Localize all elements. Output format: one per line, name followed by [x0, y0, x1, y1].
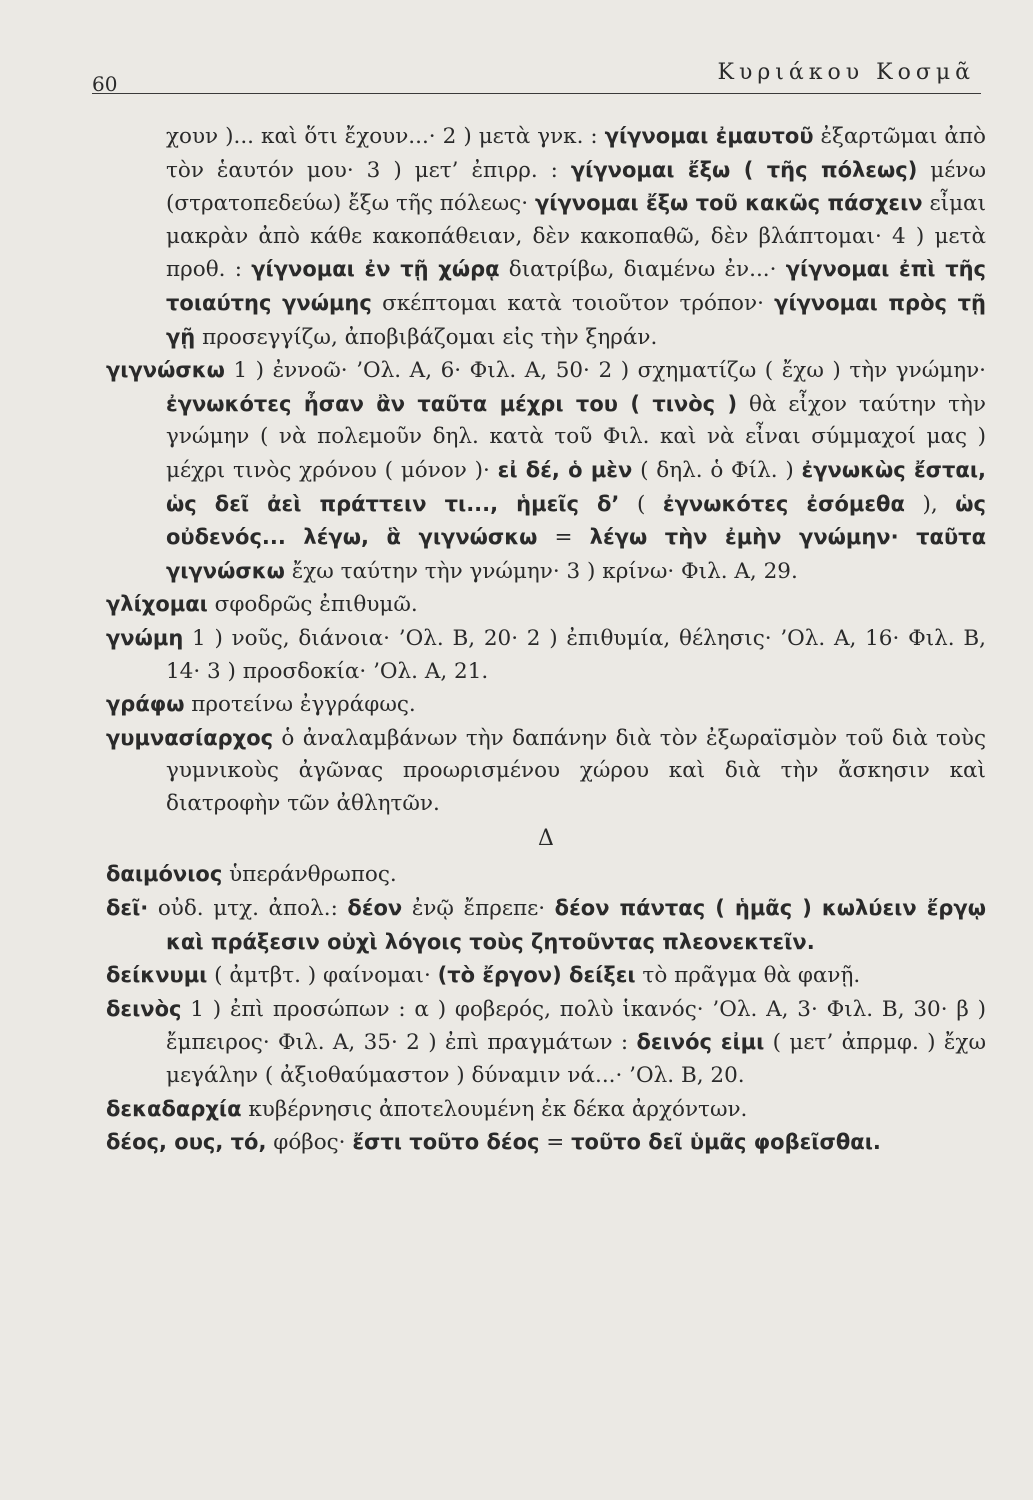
running-title: Κυριάκου Κοσμᾶ: [717, 60, 975, 85]
bold-phrase: λέγω τὴν ἐμὴν γνώμην· ταῦτα γιγνώσκω: [166, 525, 986, 583]
entry-text: προσεγγίζω, ἀποβιβάζομαι εἰς τὴν ξηράν.: [195, 324, 658, 350]
bold-phrase: γίγνομαι ἔξω ( τῆς πόλεως): [570, 157, 918, 182]
entry-text: (: [619, 491, 663, 517]
glossary-entry: [106, 959, 986, 993]
entry-text: ἐνῷ ἔπρεπε·: [402, 896, 555, 922]
entry-text: ( ἀμτβτ. ) φαίνομαι·: [207, 963, 438, 989]
headword: δείκνυμι: [106, 963, 208, 988]
headword: γράφω: [106, 692, 185, 717]
entry-text: προτείνω ἐγγράφως.: [184, 692, 416, 718]
entry-text: =: [539, 1130, 572, 1156]
glossary-entry: [106, 622, 986, 688]
glossary-entry: [106, 858, 986, 892]
entry-text: θὰ εἶχον ταύτην τὴν γνώμην ( νὰ πολεμοῦν δηλ. κατὰ τοῦ Φιλ. καὶ νὰ εἶναι σύμμαχοί μας ) μέχρι τινὸς χρόνου ( μόνον )·: [166, 391, 986, 483]
bold-phrase: εἰ δέ, ὁ μὲν: [497, 457, 633, 482]
glossary-entry: [106, 354, 986, 588]
bold-phrase: (τὸ ἔργον) δείξει: [437, 963, 636, 988]
glossary-entry: [106, 1093, 986, 1127]
entry-text: σκέπτομαι κατὰ τοιοῦτον τρόπον·: [371, 290, 775, 316]
entry-text: φόβος·: [266, 1130, 353, 1156]
header-rule: [92, 93, 981, 94]
entry-text: ),: [904, 491, 956, 517]
entry-text: ἔχω ταύτην τὴν γνώμην· 3 ) κρίνω· Φιλ. Α, 29.: [284, 558, 798, 584]
glossary-body: [106, 120, 986, 1160]
glossary-entry: [106, 993, 986, 1093]
bold-phrase: ἐγνωκότες ἦσαν ἂν ταῦτα μέχρι του ( τινὸς ): [166, 391, 738, 416]
entry-text: 1 ) νοῦς, διάνοια· ’Ολ. Β, 20· 2 ) ἐπιθυμία, θέλησις· ’Ολ. Α, 16· Φιλ. Β, 14· 3 ) προσδοκία· ’Ολ. Α, 21.: [166, 625, 986, 684]
bold-phrase: τοῦτο δεῖ ὑμᾶς φοβεῖσθαι.: [571, 1130, 881, 1155]
headword: δεκαδαρχία: [106, 1096, 242, 1121]
headword: γνώμη: [106, 625, 184, 650]
bold-phrase: δέον πάντας ( ἡμᾶς ) κωλύειν ἔργῳ καὶ πράξεσιν οὐχὶ λόγοις τοὺς ζητοῦντας πλεονεκτεῖν.: [166, 896, 986, 954]
entry-text: διατρίβω, διαμένω ἐν...·: [499, 257, 786, 283]
entry-text: σφοδρῶς ἐπιθυμῶ.: [207, 592, 418, 618]
entry-text: ἐξαρτῶμαι ἀπὸ τὸν ἑαυτόν μου· 3 ) μετ’ ἐπιρρ. :: [166, 124, 986, 183]
page-number: 60: [92, 72, 118, 96]
bold-phrase: γίγνομαι ἐπὶ τῆς τοιαύτης γνώμης: [166, 257, 986, 315]
headword: γυμνασίαρχος: [106, 725, 274, 750]
bold-phrase: γίγνομαι ἔξω τοῦ κακῶς πάσχειν: [534, 191, 923, 216]
entry-text: μένω (στρατοπεδεύω) ἔξω τῆς πόλεως·: [166, 157, 986, 217]
bold-phrase: ὡς οὐδενός... λέγω, ἃ γιγνώσκω: [166, 491, 986, 550]
entry-text: 1 ) ἐννοῶ· ’Ολ. Α, 6· Φιλ. Α, 50· 2 ) σχηματίζω ( ἔχω ) τὴν γνώμην·: [224, 358, 986, 384]
entry-text: ( δηλ. ὁ Φίλ. ): [632, 457, 802, 483]
bold-phrase: ἐγνωκὼς ἔσται, ὡς δεῖ ἀεὶ πράττειν τι..., ἡμεῖς δ’: [166, 457, 987, 516]
entry-text: ὑπεράνθρωπος.: [222, 862, 397, 888]
bold-phrase: γίγνομαι πρὸς τῇ γῇ: [166, 290, 986, 349]
bold-phrase: δέον: [347, 896, 403, 921]
section-letter: Δ: [538, 826, 554, 852]
bold-phrase: δεινός εἰμι: [636, 1030, 765, 1055]
entry-text: ὁ ἀναλαμβάνων τὴν δαπάνην διὰ τὸν ἐξωραϊσμὸν τοῦ διὰ τοὺς γυμνικοὺς ἀγῶνας προωρισμένου χώρου καὶ διὰ τὴν ἄσκησιν καὶ διατροφὴν τῶν ἀθλητῶν.: [166, 725, 986, 816]
headword: γλίχομαι: [106, 592, 208, 617]
glossary-entry: [106, 722, 986, 821]
bold-phrase: γίγνομαι ἐν τῇ χώρᾳ: [251, 257, 500, 282]
bold-phrase: ἐγνωκότες ἐσόμεθα: [662, 491, 905, 516]
entry-text: οὐδ. μτχ. ἀπολ.:: [148, 896, 348, 922]
glossary-entry: [106, 688, 986, 722]
entry-text: =: [537, 525, 590, 551]
headword: γιγνώσκω: [106, 358, 225, 383]
entry-text: χουν )... καὶ ὅτι ἔχουν...· 2 ) μετὰ γνκ. :: [166, 124, 605, 149]
entry-continuation: [106, 120, 986, 354]
entry-text: τὸ πρᾶγμα θὰ φανῇ.: [635, 963, 861, 989]
glossary-entry: [106, 892, 986, 959]
bold-phrase: γίγνομαι ἐμαυτοῦ: [604, 124, 814, 148]
headword: δαιμόνιος: [106, 862, 223, 887]
entry-text: ( μετ’ ἀπρμφ. ) ἔχω μεγάλην ( ἀξιοθαύμαστον ) δύναμιν νά...· ’Ολ. Β, 20.: [166, 1030, 986, 1089]
entry-text: εἶμαι μακρὰν ἀπὸ κάθε κακοπάθειαν, δὲν κακοπαθῶ, δὲν βλάπτομαι· 4 ) μετὰ προθ. :: [166, 191, 987, 283]
bold-phrase: ἔστι τοῦτο δέος: [352, 1130, 540, 1155]
glossary-entry: [106, 1126, 986, 1160]
headword: δεινὸς: [106, 996, 182, 1021]
glossary-entry: [106, 588, 986, 622]
headword: δεῖ·: [106, 896, 149, 921]
entry-text: κυβέρνησις ἀποτελουμένη ἐκ δέκα ἀρχόντων.: [241, 1096, 748, 1122]
headword: δέος, ους, τό,: [106, 1130, 267, 1155]
entry-text: 1 ) ἐπὶ προσώπων : α ) φοβερός, πολὺ ἱκανός· ’Ολ. Α, 3· Φιλ. Β, 30· β ) ἔμπειρος· Φιλ. Α, 35· 2 ) ἐπὶ πραγμάτων :: [166, 996, 986, 1056]
